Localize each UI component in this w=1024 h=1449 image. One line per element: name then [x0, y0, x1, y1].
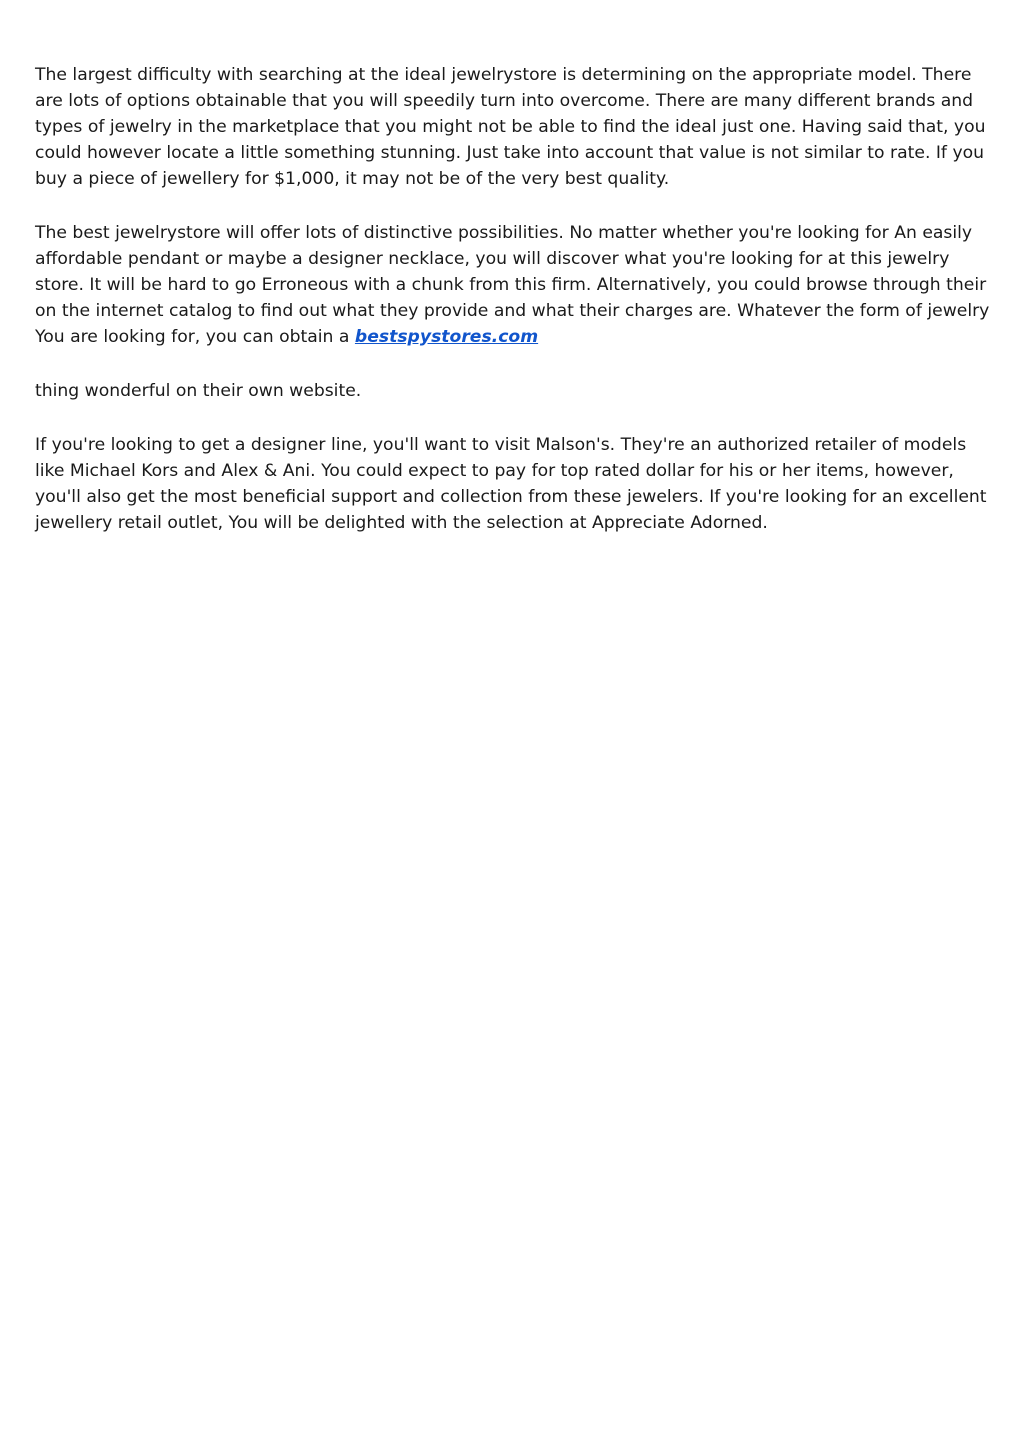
paragraph-designer-line: If you're looking to get a designer line, you'll want to visit Malson's. They're an authorized retailer of models like Michael Kors and Alex & Ani. You could expect to pay for top rated dollar for his or her items, however, you'll also get the most beneficial support and collection from these jewelers. If you're looking for an excellent jewellery retail outlet, You will be delighted with the selection at Appreciate Adorned.: [35, 435, 987, 534]
paragraph-best-store: [35, 221, 995, 351]
paragraph-intro: The largest difficulty with searching at the ideal jewelrystore is determining on the appropriate model. There are lots of options obtainable that you will speedily turn into overcome. There are many different brands and types of jewelry in the marketplace that you might not be able to find the ideal just one. Having said that, you could however locate a little something stunning. Just take into account that value is not similar to rate. If you buy a piece of jewellery for $1,000, it may not be of the very best quality.: [35, 65, 986, 189]
bestspystores-link[interactable]: bestspystores.com: [354, 326, 539, 347]
paragraph-website: thing wonderful on their own website.: [35, 381, 362, 402]
document-body: [35, 63, 995, 566]
paragraph-best-store-text: The best jewelrystore will offer lots of distinctive possibilities. No matter whether you're looking for An easily affordable pendant or maybe a designer necklace, you will discover what you're looking for at this jewelry store. It will be hard to go Erroneous with a chunk from this firm. Alternatively, you could browse through their on the internet catalog to find out what they provide and what their charges are. Whatever the form of jewelry You are looking for, you can obtain a: [35, 223, 990, 347]
